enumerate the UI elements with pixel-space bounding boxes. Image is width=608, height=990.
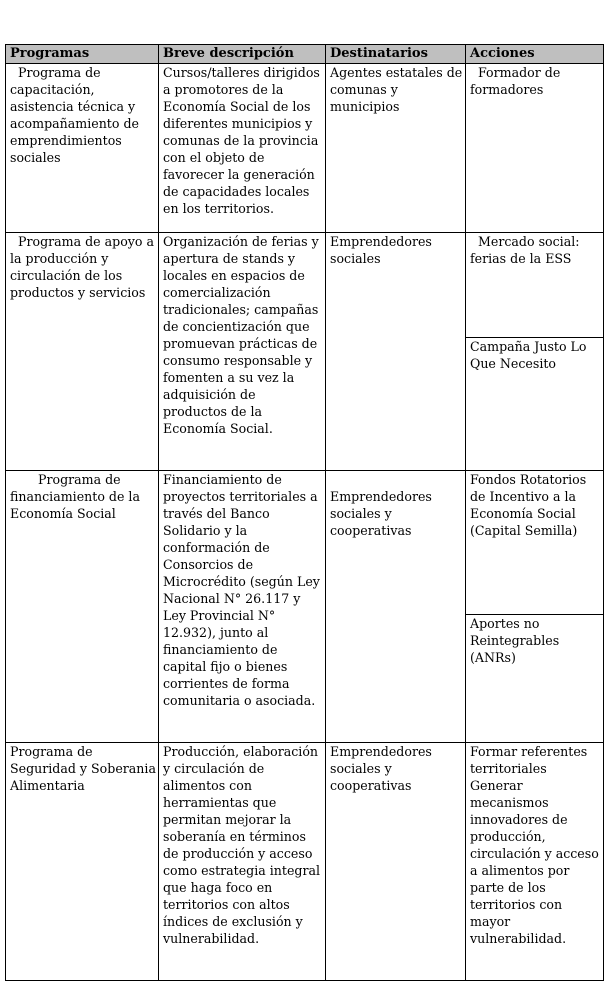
table-row [6,743,604,981]
descripcion-cell: Financiamiento de proyectos territoriales a través del Banco Solidario y la conformación de Consorcios de Microcrédito (según Ley Nacional N° 26.117 y Ley Provincial N° 12.932), junto al financiamiento de capital fijo o bienes corrientes de forma comunitaria o asociada. [159,471,326,743]
programs-table [5,44,604,981]
table-header-row [6,45,604,64]
destinatarios-text: Emprendedores sociales y cooperativas [330,489,432,538]
accion-cell: Fondos Rotatorios de Incentivo a la Economía Social (Capital Semilla) [466,471,604,615]
programa-cell: Programa de capacitación, asistencia técnica y acompañamiento de emprendimientos sociales [6,64,159,233]
header-programas: Programas [6,45,159,64]
destinatarios-cell [326,471,466,743]
descripcion-cell: Organización de ferias y apertura de stands y locales en espacios de comercialización tradicionales; campañas de concientización que promuevan prácticas de consumo responsable y fomenten a su vez la adquisición de productos de la Economía Social. [159,233,326,471]
table-row [6,233,604,338]
table-row [6,471,604,615]
accion-cell: Formador de formadores [466,64,604,233]
descripcion-cell: Cursos/talleres dirigidos a promotores de la Economía Social de los diferentes municipios y comunas de la provincia con el objeto de favorecer la generación de capacidades locales en los territorios. [159,64,326,233]
descripcion-cell: Producción, elaboración y circulación de alimentos con herramientas que permitan mejorar la soberanía en términos de producción y acceso como estrategia integral que haga foco en territorios con altos índices de exclusión y vulnerabilidad. [159,743,326,981]
programa-cell: Programa de apoyo a la producción y circulación de los productos y servicios [6,233,159,471]
accion-cell: Mercado social: ferias de la ESS [466,233,604,338]
header-descripcion: Breve descripción [159,45,326,64]
accion-cell: Campaña Justo Lo Que Necesito [466,338,604,471]
accion-cell: Formar referentes territoriales Generar mecanismos innovadores de producción, circulación y acceso a alimentos por parte de los territorios con mayor vulnerabilidad. [466,743,604,981]
header-destinatarios: Destinatarios [326,45,466,64]
destinatarios-cell: Emprendedores sociales y cooperativas [326,743,466,981]
header-acciones: Acciones [466,45,604,64]
table-row [6,64,604,233]
destinatarios-cell: Agentes estatales de comunas y municipios [326,64,466,233]
programa-cell: Programa de financiamiento de la Economía Social [6,471,159,743]
destinatarios-cell: Emprendedores sociales [326,233,466,471]
accion-cell: Aportes no Reintegrables (ANRs) [466,615,604,743]
programa-cell: Programa de Seguridad y Soberania Alimentaria [6,743,159,981]
